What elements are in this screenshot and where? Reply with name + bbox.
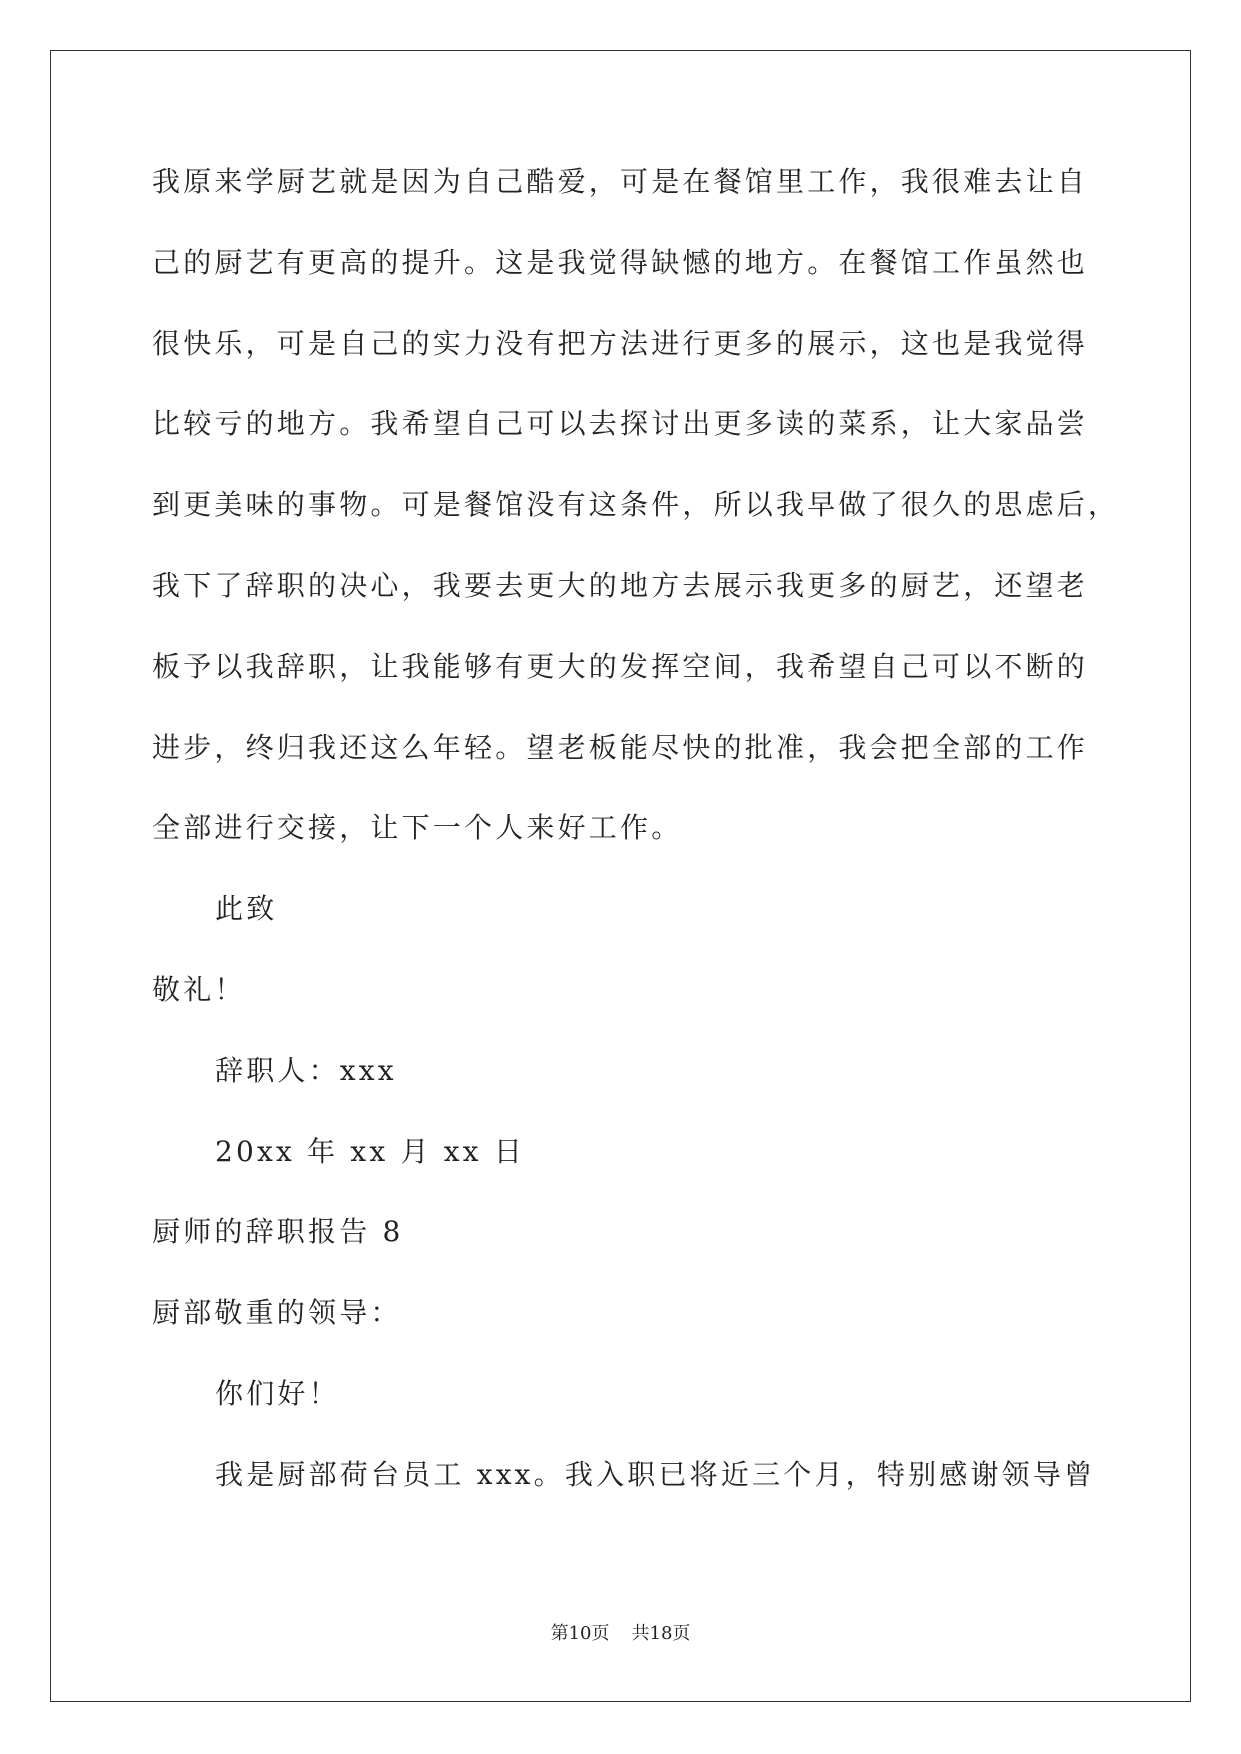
page-total: 共18页 <box>631 1623 691 1644</box>
body-line: 全部进行交接，让下一个人来好工作。 <box>152 811 683 845</box>
body-line: 进步，终归我还这么年轻。望老板能尽快的批准，我会把全部的工作 <box>152 730 1089 764</box>
signature-date: 20xx 年 xx 月 xx 日 <box>215 1134 526 1168</box>
closing-regards: 敬礼！ <box>152 972 246 1006</box>
body-line: 我原来学厨艺就是因为自己酷爱，可是在餐馆里工作，我很难去让自 <box>152 165 1089 198</box>
body-line: 我是厨部荷台员工 xxx。我入职已将近三个月，特别感谢领导曾 <box>215 1457 1096 1491</box>
closing-salutation: 此致 <box>215 892 278 926</box>
body-line: 己的厨艺有更高的提升。这是我觉得缺憾的地方。在餐馆工作虽然也 <box>152 245 1089 279</box>
section-title: 厨师的辞职报告 8 <box>152 1215 404 1249</box>
page-footer <box>0 1622 1241 1646</box>
page-number: 第10页 <box>550 1623 610 1644</box>
letter-hello: 你们好！ <box>215 1376 340 1410</box>
body-line: 比较亏的地方。我希望自己可以去探讨出更多读的菜系，让大家品尝 <box>152 407 1089 441</box>
document-body <box>152 160 1120 1534</box>
body-line: 板予以我辞职，让我能够有更大的发挥空间，我希望自己可以不断的 <box>152 649 1089 683</box>
signature-name: 辞职人：xxx <box>215 1053 397 1087</box>
body-line: 我下了辞职的决心，我要去更大的地方去展示我更多的厨艺，还望老 <box>152 568 1089 602</box>
body-line: 很快乐，可是自己的实力没有把方法进行更多的展示，这也是我觉得 <box>152 326 1089 360</box>
letter-greeting: 厨部敬重的领导： <box>152 1296 402 1330</box>
body-line: 到更美味的事物。可是餐馆没有这条件，所以我早做了很久的思虑后， <box>152 488 1120 522</box>
